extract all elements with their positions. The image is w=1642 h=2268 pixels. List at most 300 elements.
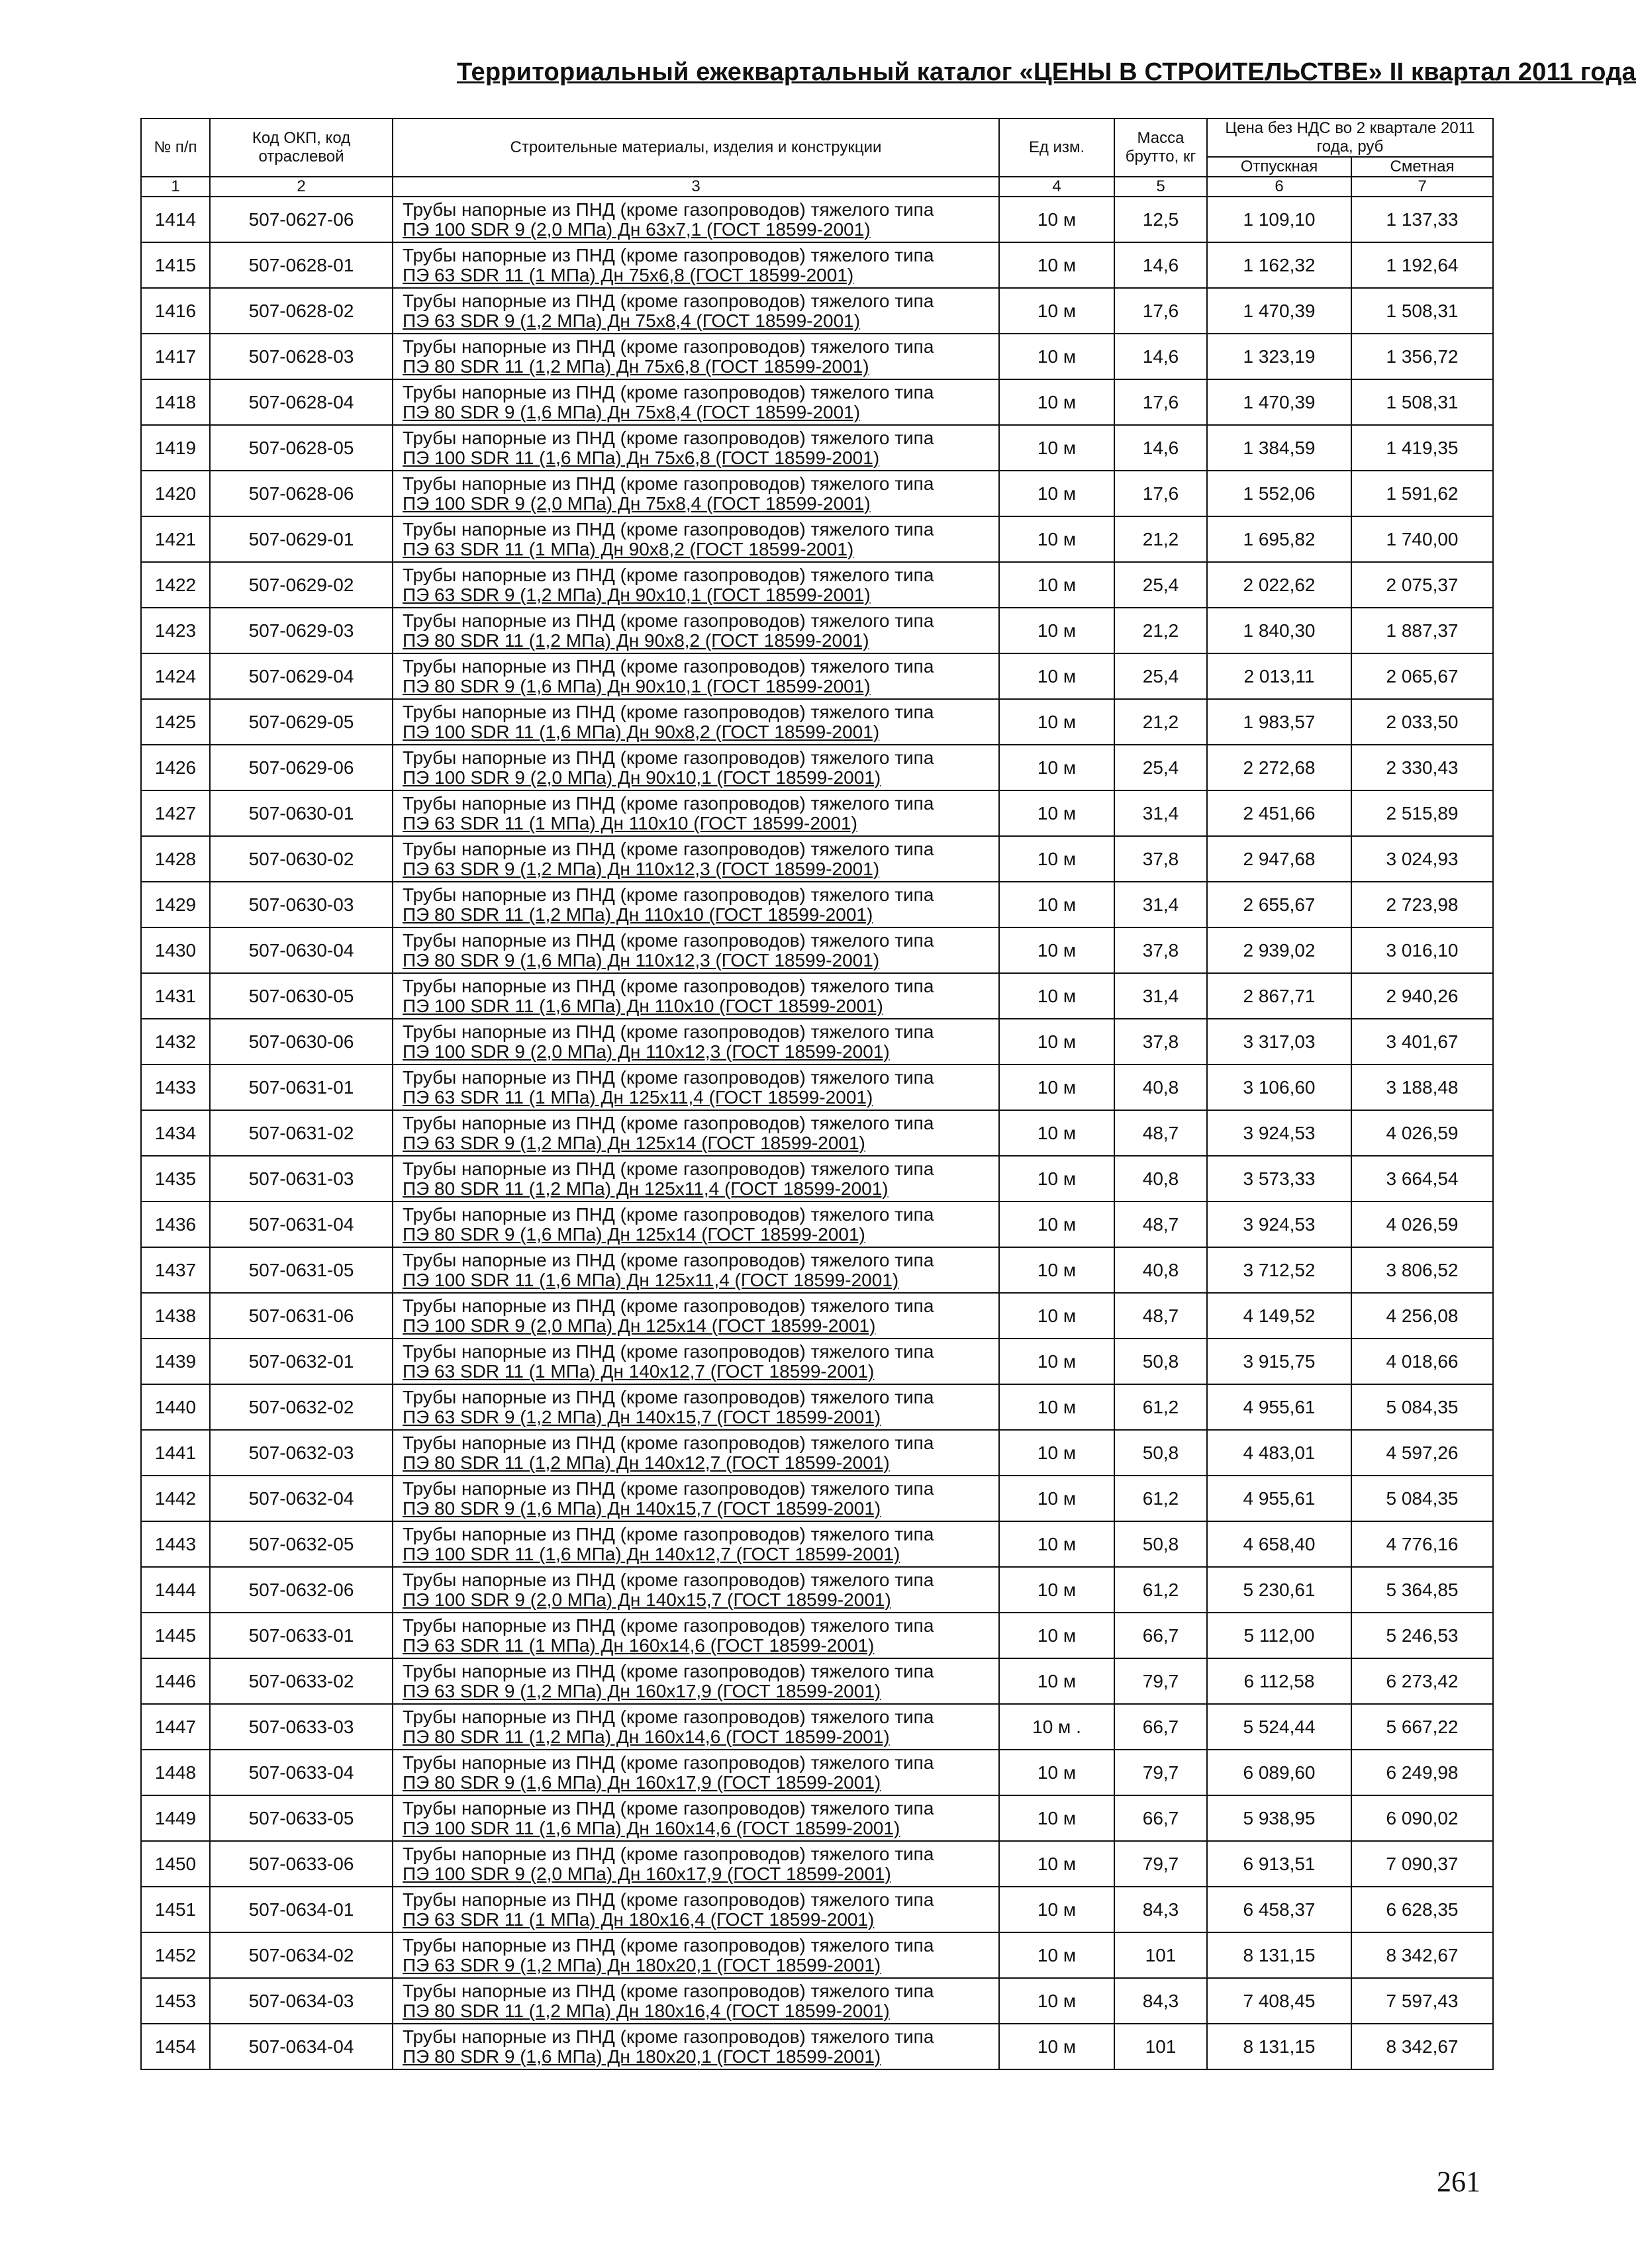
mass: 79,7	[1114, 1841, 1207, 1887]
product-code: 507-0629-01	[210, 516, 393, 562]
description-line-1: Трубы напорные из ПНД (кроме газопроводов) тяжелого типа	[403, 564, 934, 585]
table-row	[141, 927, 1493, 973]
row-number: 1454	[141, 2024, 210, 2069]
product-description	[393, 2024, 999, 2069]
table-row	[141, 2024, 1493, 2069]
description-line-1: Трубы напорные из ПНД (кроме газопроводов) тяжелого типа	[403, 1432, 934, 1453]
unit: 10 м	[999, 2024, 1114, 2069]
mass: 61,2	[1114, 1384, 1207, 1430]
unit: 10 м	[999, 1019, 1114, 1064]
column-number: 3	[393, 177, 999, 197]
row-number: 1427	[141, 790, 210, 836]
description-line-1: Трубы напорные из ПНД (кроме газопроводов) тяжелого типа	[403, 975, 934, 996]
row-number: 1422	[141, 562, 210, 608]
unit: 10 м	[999, 1613, 1114, 1658]
product-description	[393, 334, 999, 379]
description-line-1: Трубы напорные из ПНД (кроме газопроводов) тяжелого типа	[403, 199, 934, 220]
product-description	[393, 790, 999, 836]
description-line-2: ПЭ 80 SDR 11 (1,2 МПа) Дн 180х16,4 (ГОСТ 18599-2001)	[403, 2000, 890, 2021]
unit: 10 м	[999, 1430, 1114, 1476]
estimate-price: 8 342,67	[1351, 2024, 1493, 2069]
mass: 31,4	[1114, 973, 1207, 1019]
row-number: 1418	[141, 379, 210, 425]
table-row	[141, 1339, 1493, 1384]
estimate-price: 1 356,72	[1351, 334, 1493, 379]
row-number: 1438	[141, 1293, 210, 1339]
product-description	[393, 379, 999, 425]
description-line-2: ПЭ 100 SDR 9 (2,0 МПа) Дн 110х12,3 (ГОСТ 18599-2001)	[403, 1041, 890, 1062]
mass: 66,7	[1114, 1613, 1207, 1658]
description-line-1: Трубы напорные из ПНД (кроме газопроводов) тяжелого типа	[403, 838, 934, 859]
release-price: 1 695,82	[1207, 516, 1351, 562]
row-number: 1423	[141, 608, 210, 653]
description-line-1: Трубы напорные из ПНД (кроме газопроводов) тяжелого типа	[403, 1797, 934, 1819]
description-line-2: ПЭ 63 SDR 9 (1,2 МПа) Дн 160х17,9 (ГОСТ 18599-2001)	[403, 1680, 881, 1701]
product-description	[393, 1521, 999, 1567]
description-line-1: Трубы напорные из ПНД (кроме газопроводов) тяжелого типа	[403, 1386, 934, 1407]
estimate-price: 1 192,64	[1351, 242, 1493, 288]
description-line-1: Трубы напорные из ПНД (кроме газопроводов) тяжелого типа	[403, 473, 934, 494]
header-price-estimate: Сметная	[1351, 157, 1493, 177]
table-row	[141, 1384, 1493, 1430]
mass: 14,6	[1114, 425, 1207, 471]
table-row	[141, 1521, 1493, 1567]
unit: 10 м	[999, 1202, 1114, 1247]
mass: 21,2	[1114, 699, 1207, 745]
description-line-2: ПЭ 100 SDR 9 (2,0 МПа) Дн 75х8,4 (ГОСТ 18599-2001)	[403, 493, 871, 514]
row-number: 1424	[141, 653, 210, 699]
product-description	[393, 1019, 999, 1064]
unit: 10 м	[999, 1247, 1114, 1293]
table-row	[141, 471, 1493, 516]
estimate-price: 2 723,98	[1351, 882, 1493, 927]
product-code: 507-0633-03	[210, 1704, 393, 1750]
product-description	[393, 1658, 999, 1704]
description-line-1: Трубы напорные из ПНД (кроме газопроводов) тяжелого типа	[403, 1752, 934, 1773]
mass: 61,2	[1114, 1476, 1207, 1521]
unit: 10 м	[999, 836, 1114, 882]
description-line-2: ПЭ 63 SDR 11 (1 МПа) Дн 180х16,4 (ГОСТ 18599-2001)	[403, 1909, 875, 1930]
product-code: 507-0633-04	[210, 1750, 393, 1795]
table-row	[141, 1978, 1493, 2024]
header-code: Код ОКП, код отраслевой	[210, 118, 393, 177]
table-row	[141, 1430, 1493, 1476]
table-row	[141, 1567, 1493, 1613]
table-row	[141, 1019, 1493, 1064]
product-description	[393, 1567, 999, 1613]
table-row	[141, 790, 1493, 836]
description-line-2: ПЭ 80 SDR 9 (1,6 МПа) Дн 90х10,1 (ГОСТ 18599-2001)	[403, 675, 871, 696]
description-line-2: ПЭ 63 SDR 9 (1,2 МПа) Дн 90х10,1 (ГОСТ 18599-2001)	[403, 584, 871, 605]
release-price: 7 408,45	[1207, 1978, 1351, 2024]
unit: 10 м	[999, 1658, 1114, 1704]
release-price: 5 938,95	[1207, 1795, 1351, 1841]
product-code: 507-0629-05	[210, 699, 393, 745]
catalog-title: Территориальный ежеквартальный каталог «ЦЕНЫ В СТРОИТЕЛЬСТВЕ» II квартал 2011 года	[457, 58, 1636, 86]
unit: 10 м	[999, 334, 1114, 379]
table-row	[141, 882, 1493, 927]
release-price: 3 915,75	[1207, 1339, 1351, 1384]
unit: 10 м	[999, 1887, 1114, 1932]
product-description	[393, 1978, 999, 2024]
product-code: 507-0634-01	[210, 1887, 393, 1932]
mass: 50,8	[1114, 1430, 1207, 1476]
estimate-price: 1 740,00	[1351, 516, 1493, 562]
product-description	[393, 1476, 999, 1521]
description-line-1: Трубы напорные из ПНД (кроме газопроводов) тяжелого типа	[403, 792, 934, 814]
unit: 10 м	[999, 973, 1114, 1019]
unit: 10 м	[999, 1750, 1114, 1795]
row-number: 1432	[141, 1019, 210, 1064]
product-description	[393, 836, 999, 882]
estimate-price: 1 508,31	[1351, 288, 1493, 334]
table-row	[141, 1293, 1493, 1339]
product-description	[393, 288, 999, 334]
table-row	[141, 1750, 1493, 1795]
mass: 50,8	[1114, 1339, 1207, 1384]
table-row	[141, 973, 1493, 1019]
product-description	[393, 1064, 999, 1110]
description-line-2: ПЭ 63 SDR 11 (1 МПа) Дн 160х14,6 (ГОСТ 18599-2001)	[403, 1634, 875, 1656]
page-number: 261	[1437, 2165, 1480, 2198]
product-description	[393, 1384, 999, 1430]
unit: 10 м .	[999, 1704, 1114, 1750]
unit: 10 м	[999, 608, 1114, 653]
release-price: 4 658,40	[1207, 1521, 1351, 1567]
row-number: 1436	[141, 1202, 210, 1247]
product-code: 507-0628-05	[210, 425, 393, 471]
unit: 10 м	[999, 1978, 1114, 2024]
description-line-1: Трубы напорные из ПНД (кроме газопроводов) тяжелого типа	[403, 1341, 934, 1362]
mass: 48,7	[1114, 1202, 1207, 1247]
table-row	[141, 1476, 1493, 1521]
release-price: 3 712,52	[1207, 1247, 1351, 1293]
estimate-price: 1 508,31	[1351, 379, 1493, 425]
unit: 10 м	[999, 1567, 1114, 1613]
product-description	[393, 973, 999, 1019]
product-description	[393, 1841, 999, 1887]
product-code: 507-0632-05	[210, 1521, 393, 1567]
table-row	[141, 653, 1493, 699]
release-price: 3 106,60	[1207, 1064, 1351, 1110]
estimate-price: 3 188,48	[1351, 1064, 1493, 1110]
description-line-2: ПЭ 80 SDR 11 (1,2 МПа) Дн 160х14,6 (ГОСТ 18599-2001)	[403, 1726, 890, 1747]
table-row	[141, 1247, 1493, 1293]
unit: 10 м	[999, 242, 1114, 288]
row-number: 1431	[141, 973, 210, 1019]
description-line-1: Трубы напорные из ПНД (кроме газопроводов) тяжелого типа	[403, 1295, 934, 1316]
product-code: 507-0631-04	[210, 1202, 393, 1247]
product-description	[393, 1156, 999, 1202]
estimate-price: 7 597,43	[1351, 1978, 1493, 2024]
description-line-2: ПЭ 100 SDR 9 (2,0 МПа) Дн 63х7,1 (ГОСТ 18599-2001)	[403, 218, 871, 240]
mass: 37,8	[1114, 836, 1207, 882]
unit: 10 м	[999, 288, 1114, 334]
description-line-1: Трубы напорные из ПНД (кроме газопроводов) тяжелого типа	[403, 2026, 934, 2047]
estimate-price: 2 515,89	[1351, 790, 1493, 836]
table-row	[141, 1658, 1493, 1704]
estimate-price: 6 628,35	[1351, 1887, 1493, 1932]
unit: 10 м	[999, 379, 1114, 425]
estimate-price: 4 776,16	[1351, 1521, 1493, 1567]
release-price: 4 149,52	[1207, 1293, 1351, 1339]
mass: 40,8	[1114, 1247, 1207, 1293]
description-line-1: Трубы напорные из ПНД (кроме газопроводов) тяжелого типа	[403, 1523, 934, 1544]
product-code: 507-0631-02	[210, 1110, 393, 1156]
description-line-2: ПЭ 100 SDR 11 (1,6 МПа) Дн 140х12,7 (ГОСТ 18599-2001)	[403, 1543, 900, 1564]
row-number: 1435	[141, 1156, 210, 1202]
estimate-price: 5 246,53	[1351, 1613, 1493, 1658]
product-code: 507-0629-03	[210, 608, 393, 653]
table-row	[141, 1064, 1493, 1110]
estimate-price: 7 090,37	[1351, 1841, 1493, 1887]
description-line-1: Трубы напорные из ПНД (кроме газопроводов) тяжелого типа	[403, 336, 934, 357]
product-description	[393, 653, 999, 699]
description-line-2: ПЭ 100 SDR 11 (1,6 МПа) Дн 90х8,2 (ГОСТ 18599-2001)	[403, 721, 880, 742]
table-row	[141, 516, 1493, 562]
description-line-2: ПЭ 80 SDR 9 (1,6 МПа) Дн 140х15,7 (ГОСТ 18599-2001)	[403, 1497, 881, 1519]
description-line-1: Трубы напорные из ПНД (кроме газопроводов) тяжелого типа	[403, 610, 934, 631]
description-line-2: ПЭ 63 SDR 9 (1,2 МПа) Дн 180х20,1 (ГОСТ 18599-2001)	[403, 1954, 881, 1975]
product-description	[393, 699, 999, 745]
row-number: 1419	[141, 425, 210, 471]
description-line-1: Трубы напорные из ПНД (кроме газопроводов) тяжелого типа	[403, 1569, 934, 1590]
mass: 84,3	[1114, 1978, 1207, 2024]
mass: 21,2	[1114, 516, 1207, 562]
description-line-2: ПЭ 63 SDR 11 (1 МПа) Дн 110х10 (ГОСТ 18599-2001)	[403, 812, 857, 833]
mass: 21,2	[1114, 608, 1207, 653]
mass: 48,7	[1114, 1293, 1207, 1339]
product-description	[393, 197, 999, 242]
mass: 17,6	[1114, 379, 1207, 425]
description-line-2: ПЭ 100 SDR 9 (2,0 МПа) Дн 140х15,7 (ГОСТ 18599-2001)	[403, 1589, 891, 1610]
description-line-2: ПЭ 63 SDR 9 (1,2 МПа) Дн 140х15,7 (ГОСТ 18599-2001)	[403, 1406, 881, 1427]
unit: 10 м	[999, 425, 1114, 471]
product-code: 507-0630-06	[210, 1019, 393, 1064]
product-code: 507-0630-02	[210, 836, 393, 882]
unit: 10 м	[999, 1795, 1114, 1841]
description-line-2: ПЭ 100 SDR 11 (1,6 МПа) Дн 110х10 (ГОСТ 18599-2001)	[403, 995, 883, 1016]
table-row	[141, 242, 1493, 288]
description-line-2: ПЭ 80 SDR 9 (1,6 МПа) Дн 180х20,1 (ГОСТ 18599-2001)	[403, 2046, 881, 2067]
product-code: 507-0630-03	[210, 882, 393, 927]
release-price: 3 317,03	[1207, 1019, 1351, 1064]
table-row	[141, 1613, 1493, 1658]
release-price: 1 983,57	[1207, 699, 1351, 745]
estimate-price: 1 591,62	[1351, 471, 1493, 516]
description-line-1: Трубы напорные из ПНД (кроме газопроводов) тяжелого типа	[403, 1204, 934, 1225]
row-number: 1417	[141, 334, 210, 379]
description-line-2: ПЭ 100 SDR 9 (2,0 МПа) Дн 90х10,1 (ГОСТ 18599-2001)	[403, 767, 881, 788]
product-description	[393, 1339, 999, 1384]
description-line-1: Трубы напорные из ПНД (кроме газопроводов) тяжелого типа	[403, 1478, 934, 1499]
description-line-1: Трубы напорные из ПНД (кроме газопроводов) тяжелого типа	[403, 1843, 934, 1864]
row-number: 1447	[141, 1704, 210, 1750]
product-description	[393, 562, 999, 608]
description-line-1: Трубы напорные из ПНД (кроме газопроводов) тяжелого типа	[403, 290, 934, 311]
estimate-price: 1 887,37	[1351, 608, 1493, 653]
product-code: 507-0633-02	[210, 1658, 393, 1704]
table-row	[141, 836, 1493, 882]
release-price: 5 524,44	[1207, 1704, 1351, 1750]
product-description	[393, 516, 999, 562]
product-code: 507-0628-04	[210, 379, 393, 425]
header-unit: Ед изм.	[999, 118, 1114, 177]
table-row	[141, 379, 1493, 425]
product-description	[393, 1887, 999, 1932]
product-code: 507-0633-06	[210, 1841, 393, 1887]
product-code: 507-0629-02	[210, 562, 393, 608]
release-price: 1 840,30	[1207, 608, 1351, 653]
product-code: 507-0631-01	[210, 1064, 393, 1110]
row-number: 1434	[141, 1110, 210, 1156]
description-line-2: ПЭ 80 SDR 11 (1,2 МПа) Дн 125х11,4 (ГОСТ 18599-2001)	[403, 1178, 889, 1199]
estimate-price: 3 401,67	[1351, 1019, 1493, 1064]
unit: 10 м	[999, 471, 1114, 516]
estimate-price: 6 090,02	[1351, 1795, 1493, 1841]
unit: 10 м	[999, 745, 1114, 790]
release-price: 5 112,00	[1207, 1613, 1351, 1658]
description-line-2: ПЭ 63 SDR 9 (1,2 МПа) Дн 125х14 (ГОСТ 18599-2001)	[403, 1132, 865, 1153]
product-code: 507-0630-05	[210, 973, 393, 1019]
row-number: 1443	[141, 1521, 210, 1567]
estimate-price: 1 419,35	[1351, 425, 1493, 471]
table-row	[141, 1110, 1493, 1156]
description-line-2: ПЭ 80 SDR 9 (1,6 МПа) Дн 160х17,9 (ГОСТ 18599-2001)	[403, 1772, 881, 1793]
product-code: 507-0633-05	[210, 1795, 393, 1841]
release-price: 1 384,59	[1207, 425, 1351, 471]
mass: 25,4	[1114, 562, 1207, 608]
release-price: 1 323,19	[1207, 334, 1351, 379]
estimate-price: 4 018,66	[1351, 1339, 1493, 1384]
mass: 25,4	[1114, 653, 1207, 699]
description-line-2: ПЭ 80 SDR 11 (1,2 МПа) Дн 90х8,2 (ГОСТ 18599-2001)	[403, 630, 869, 651]
column-number: 5	[1114, 177, 1207, 197]
estimate-price: 1 137,33	[1351, 197, 1493, 242]
description-line-2: ПЭ 63 SDR 11 (1 МПа) Дн 140х12,7 (ГОСТ 18599-2001)	[403, 1360, 875, 1382]
unit: 10 м	[999, 927, 1114, 973]
release-price: 3 924,53	[1207, 1110, 1351, 1156]
row-number: 1446	[141, 1658, 210, 1704]
product-description	[393, 242, 999, 288]
release-price: 3 924,53	[1207, 1202, 1351, 1247]
mass: 66,7	[1114, 1704, 1207, 1750]
estimate-price: 2 075,37	[1351, 562, 1493, 608]
release-price: 6 913,51	[1207, 1841, 1351, 1887]
product-code: 507-0634-04	[210, 2024, 393, 2069]
row-number: 1414	[141, 197, 210, 242]
description-line-1: Трубы напорные из ПНД (кроме газопроводов) тяжелого типа	[403, 1021, 934, 1042]
product-description	[393, 471, 999, 516]
product-description	[393, 1613, 999, 1658]
product-code: 507-0631-06	[210, 1293, 393, 1339]
release-price: 4 483,01	[1207, 1430, 1351, 1476]
table-row	[141, 608, 1493, 653]
table-row	[141, 1156, 1493, 1202]
table-row	[141, 699, 1493, 745]
release-price: 2 451,66	[1207, 790, 1351, 836]
estimate-price: 3 664,54	[1351, 1156, 1493, 1202]
column-number: 1	[141, 177, 210, 197]
column-number: 6	[1207, 177, 1351, 197]
product-code: 507-0632-06	[210, 1567, 393, 1613]
row-number: 1450	[141, 1841, 210, 1887]
estimate-price: 4 026,59	[1351, 1110, 1493, 1156]
unit: 10 м	[999, 197, 1114, 242]
description-line-2: ПЭ 63 SDR 11 (1 МПа) Дн 125х11,4 (ГОСТ 18599-2001)	[403, 1086, 873, 1108]
estimate-price: 3 806,52	[1351, 1247, 1493, 1293]
mass: 66,7	[1114, 1795, 1207, 1841]
row-number: 1444	[141, 1567, 210, 1613]
description-line-2: ПЭ 100 SDR 11 (1,6 МПа) Дн 125х11,4 (ГОСТ 18599-2001)	[403, 1269, 899, 1290]
product-code: 507-0634-02	[210, 1932, 393, 1978]
table-body	[141, 197, 1493, 2069]
header-mass: Масса брутто, кг	[1114, 118, 1207, 177]
description-line-1: Трубы напорные из ПНД (кроме газопроводов) тяжелого типа	[403, 701, 934, 722]
description-line-2: ПЭ 80 SDR 9 (1,6 МПа) Дн 75х8,4 (ГОСТ 18599-2001)	[403, 401, 861, 422]
column-number: 2	[210, 177, 393, 197]
product-code: 507-0631-03	[210, 1156, 393, 1202]
header-description: Строительные материалы, изделия и конструкции	[393, 118, 999, 177]
column-numbers-row	[141, 177, 1493, 197]
estimate-price: 4 256,08	[1351, 1293, 1493, 1339]
unit: 10 м	[999, 516, 1114, 562]
product-code: 507-0629-06	[210, 745, 393, 790]
mass: 79,7	[1114, 1750, 1207, 1795]
estimate-price: 8 342,67	[1351, 1932, 1493, 1978]
row-number: 1429	[141, 882, 210, 927]
description-line-1: Трубы напорные из ПНД (кроме газопроводов) тяжелого типа	[403, 518, 934, 540]
row-number: 1439	[141, 1339, 210, 1384]
product-description	[393, 1795, 999, 1841]
unit: 10 м	[999, 1339, 1114, 1384]
product-code: 507-0633-01	[210, 1613, 393, 1658]
unit: 10 м	[999, 1384, 1114, 1430]
product-description	[393, 1202, 999, 1247]
release-price: 1 109,10	[1207, 197, 1351, 242]
mass: 61,2	[1114, 1567, 1207, 1613]
release-price: 8 131,15	[1207, 2024, 1351, 2069]
estimate-price: 5 667,22	[1351, 1704, 1493, 1750]
product-code: 507-0630-01	[210, 790, 393, 836]
mass: 84,3	[1114, 1887, 1207, 1932]
estimate-price: 5 084,35	[1351, 1384, 1493, 1430]
row-number: 1452	[141, 1932, 210, 1978]
row-number: 1449	[141, 1795, 210, 1841]
mass: 14,6	[1114, 242, 1207, 288]
estimate-price: 6 273,42	[1351, 1658, 1493, 1704]
release-price: 6 089,60	[1207, 1750, 1351, 1795]
description-line-1: Трубы напорные из ПНД (кроме газопроводов) тяжелого типа	[403, 244, 934, 265]
product-code: 507-0632-03	[210, 1430, 393, 1476]
description-line-2: ПЭ 80 SDR 11 (1,2 МПа) Дн 140х12,7 (ГОСТ 18599-2001)	[403, 1452, 890, 1473]
estimate-price: 6 249,98	[1351, 1750, 1493, 1795]
table-row	[141, 288, 1493, 334]
unit: 10 м	[999, 1476, 1114, 1521]
unit: 10 м	[999, 1293, 1114, 1339]
release-price: 2 939,02	[1207, 927, 1351, 973]
table-row	[141, 745, 1493, 790]
description-line-1: Трубы напорные из ПНД (кроме газопроводов) тяжелого типа	[403, 1934, 934, 1956]
product-code: 507-0628-02	[210, 288, 393, 334]
description-line-1: Трубы напорные из ПНД (кроме газопроводов) тяжелого типа	[403, 1112, 934, 1133]
row-number: 1437	[141, 1247, 210, 1293]
row-number: 1445	[141, 1613, 210, 1658]
header-price-release: Отпускная	[1207, 157, 1351, 177]
price-table	[140, 118, 1494, 2070]
table-row	[141, 1704, 1493, 1750]
description-line-2: ПЭ 100 SDR 11 (1,6 МПа) Дн 160х14,6 (ГОСТ 18599-2001)	[403, 1817, 900, 1838]
